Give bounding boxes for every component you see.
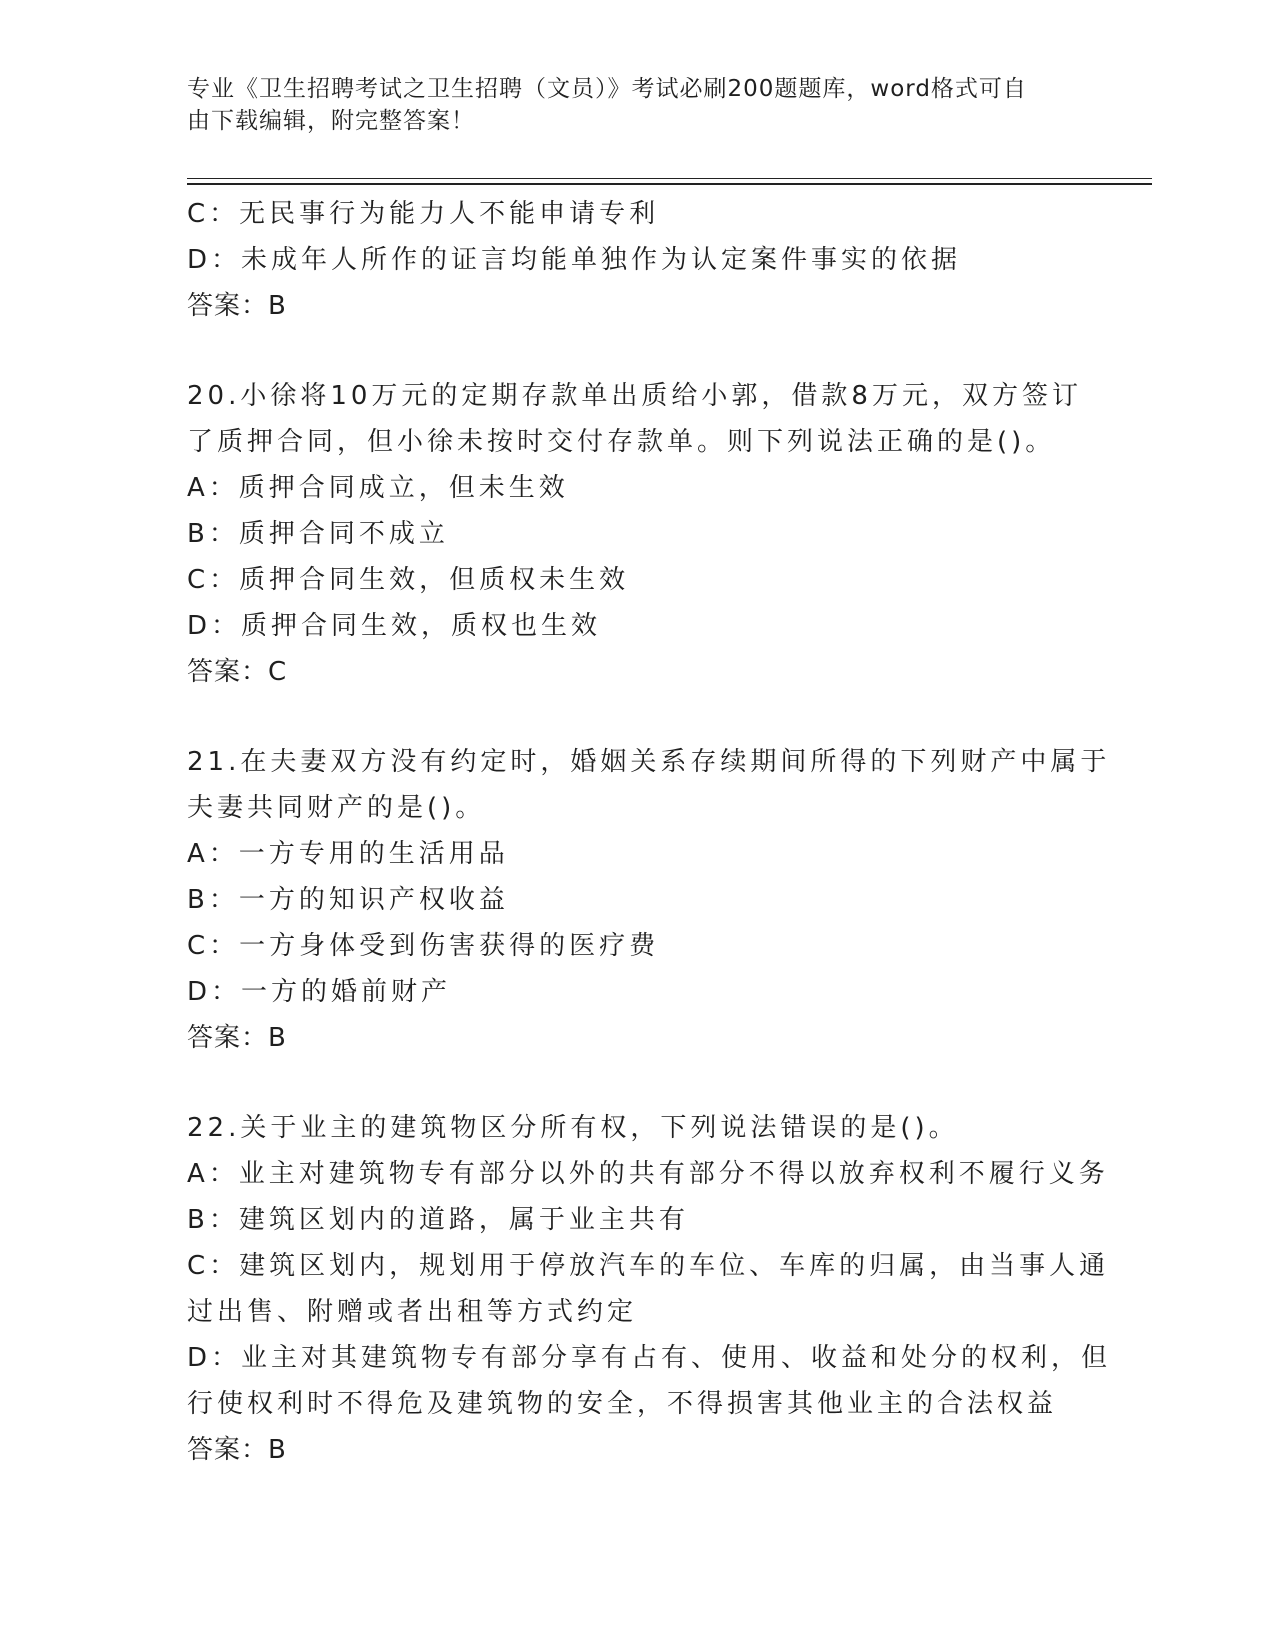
header-line-1: 专业《卫生招聘考试之卫生招聘（文员）》考试必刷200题题库，word格式可自 bbox=[187, 76, 1027, 102]
question-stem-line: 20.小徐将10万元的定期存款单出质给小郭，借款8万元，双方签订 bbox=[187, 381, 1082, 411]
question-19-continued bbox=[187, 191, 1087, 329]
option-c-continued: 过出售、附赠或者出租等方式约定 bbox=[187, 1297, 638, 1327]
option-d: D：未成年人所作的证言均能单独作为认定案件事实的依据 bbox=[187, 245, 962, 275]
question-20 bbox=[187, 373, 1087, 695]
answer: 答案：B bbox=[187, 1435, 287, 1465]
answer: 答案：B bbox=[187, 1023, 287, 1053]
option-c: C：一方身体受到伤害获得的医疗费 bbox=[187, 931, 660, 961]
option-b: B：建筑区划内的道路，属于业主共有 bbox=[187, 1205, 689, 1235]
option-c: C：无民事行为能力人不能申请专利 bbox=[187, 199, 660, 229]
header-divider-thin bbox=[187, 178, 1152, 179]
option-c: C：建筑区划内，规划用于停放汽车的车位、车库的归属，由当事人通 bbox=[187, 1251, 1110, 1281]
option-a: A：业主对建筑物专有部分以外的共有部分不得以放弃权利不履行义务 bbox=[187, 1159, 1109, 1189]
question-stem-line: 21.在夫妻双方没有约定时，婚姻关系存续期间所得的下列财产中属于 bbox=[187, 747, 1111, 777]
option-b: B：一方的知识产权收益 bbox=[187, 885, 509, 915]
option-d: D：一方的婚前财产 bbox=[187, 977, 452, 1007]
option-a: A：质押合同成立，但未生效 bbox=[187, 473, 569, 503]
option-d: D：业主对其建筑物专有部分享有占有、使用、收益和处分的权利，但 bbox=[187, 1343, 1112, 1373]
option-d: D：质押合同生效，质权也生效 bbox=[187, 611, 602, 641]
question-21 bbox=[187, 739, 1111, 1061]
question-stem-line: 夫妻共同财产的是()。 bbox=[187, 793, 486, 823]
document-header bbox=[187, 73, 1067, 137]
answer: 答案：C bbox=[187, 657, 288, 687]
header-line-2: 由下载编辑，附完整答案！ bbox=[187, 108, 475, 134]
answer: 答案：B bbox=[187, 291, 287, 321]
option-b: B：质押合同不成立 bbox=[187, 519, 449, 549]
header-divider-thick bbox=[187, 183, 1152, 185]
question-stem-line: 22.关于业主的建筑物区分所有权，下列说法错误的是()。 bbox=[187, 1113, 959, 1143]
question-22 bbox=[187, 1105, 1112, 1473]
option-a: A：一方专用的生活用品 bbox=[187, 839, 509, 869]
question-stem-line: 了质押合同，但小徐未按时交付存款单。则下列说法正确的是()。 bbox=[187, 427, 1056, 457]
option-c: C：质押合同生效，但质权未生效 bbox=[187, 565, 630, 595]
question-body bbox=[187, 191, 1112, 1473]
option-d-continued: 行使权利时不得危及建筑物的安全，不得损害其他业主的合法权益 bbox=[187, 1389, 1058, 1419]
